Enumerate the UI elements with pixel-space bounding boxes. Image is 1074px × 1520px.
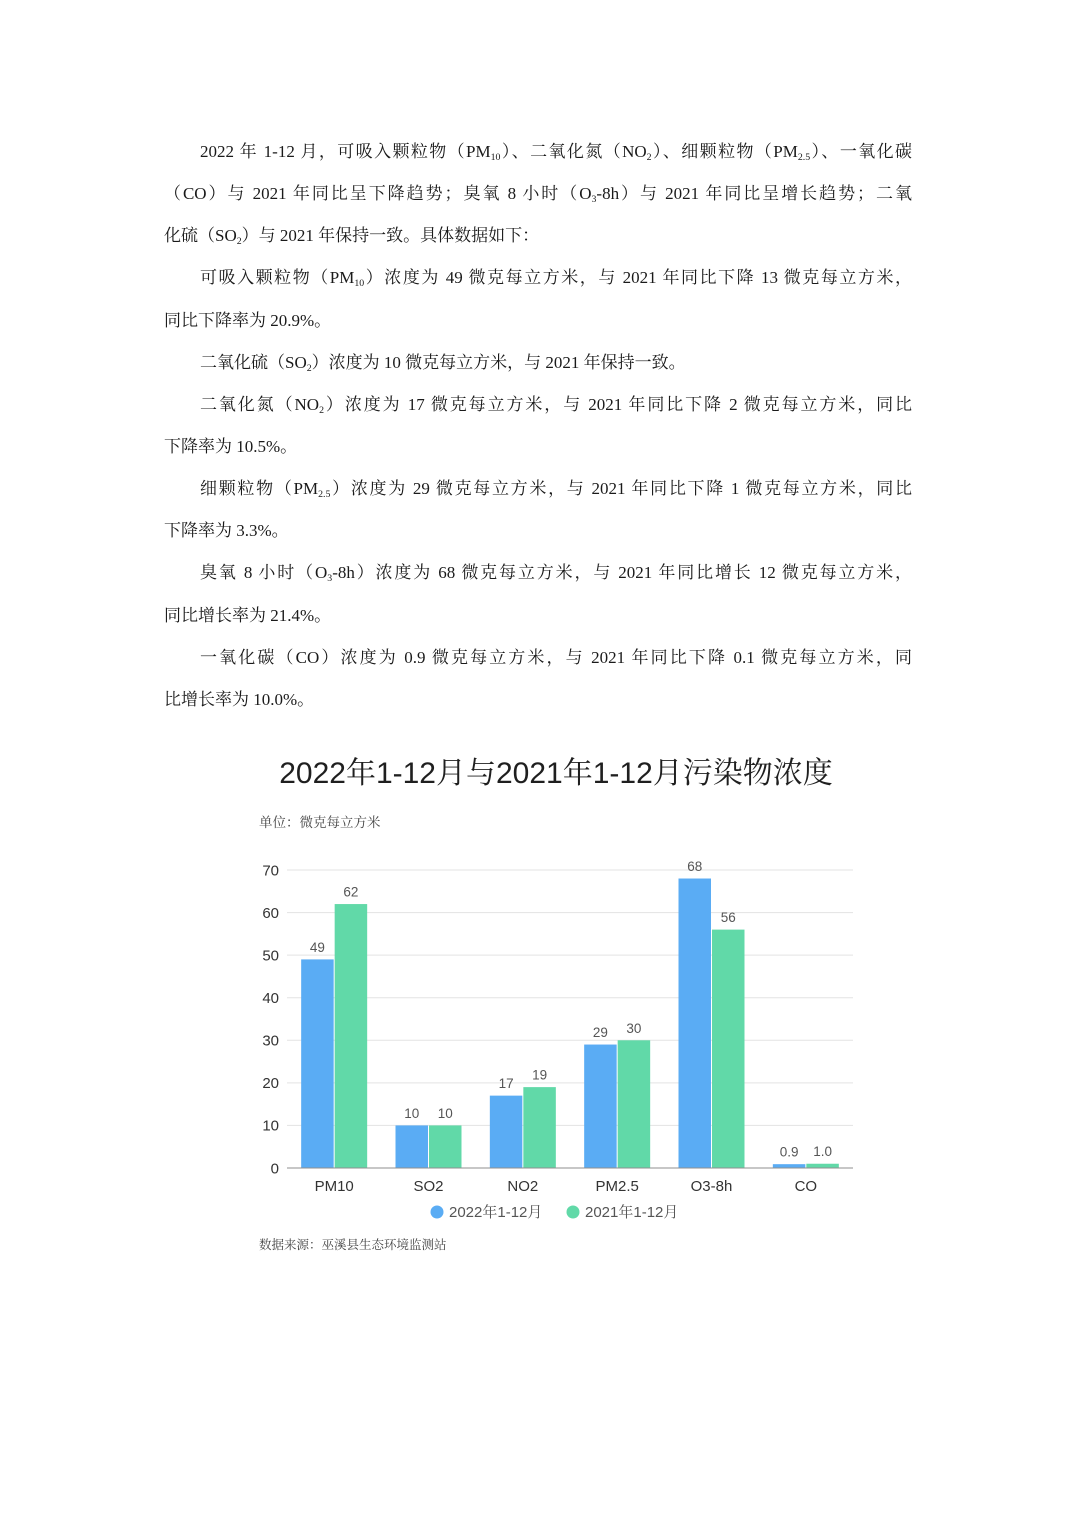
text-line — [164, 510, 912, 552]
chart-title: 2022年1-12月与2021年1-12月污染物浓度 — [279, 757, 833, 790]
y-tick-label: 70 — [262, 862, 279, 880]
data-label: 17 — [498, 1076, 514, 1092]
bar-s0-co — [773, 1164, 806, 1168]
subscript-text: 2 — [319, 404, 325, 416]
text-run: 比增长率为 10.0%。 — [164, 689, 315, 709]
y-tick-label: 20 — [262, 1075, 279, 1093]
text-run: ）与 2021 年保持一致。具体数据如下： — [241, 226, 540, 246]
text-line — [164, 637, 912, 679]
paragraph — [164, 468, 912, 552]
data-label: 49 — [309, 939, 325, 955]
paragraph — [164, 131, 912, 257]
legend-swatch — [567, 1206, 580, 1219]
x-tick-label: CO — [794, 1178, 818, 1195]
data-label: 29 — [592, 1025, 608, 1041]
chart-legend — [431, 1203, 679, 1221]
y-tick-label: 40 — [262, 990, 279, 1008]
x-tick-label: O3-8h — [690, 1178, 733, 1195]
text-line — [164, 468, 912, 510]
bar-s1-co — [806, 1164, 839, 1168]
text-run: ）、细颗粒物（PM — [651, 142, 798, 161]
chart-unit-label: 单位：微克每立方米 — [259, 815, 381, 830]
bar-s0-pm10 — [301, 959, 334, 1168]
text-line — [164, 679, 912, 721]
y-tick-label: 10 — [262, 1117, 279, 1135]
y-tick-label: 60 — [262, 904, 279, 922]
text-line — [164, 257, 912, 299]
x-tick-label: PM2.5 — [595, 1178, 639, 1195]
chart-data-labels — [310, 859, 832, 1160]
subscript-text: 2.5 — [797, 151, 811, 163]
paragraph — [164, 257, 912, 341]
data-label: 30 — [626, 1020, 642, 1036]
text-run: 下降率为 3.3%。 — [164, 521, 289, 541]
text-run: 一氧化碳（CO）浓度为 0.9 微克每立方米，与 2021 年同比下降 0.1 微克每立方米，同 — [200, 647, 912, 667]
data-label: 68 — [687, 859, 703, 875]
y-tick-label: 0 — [270, 1160, 279, 1178]
legend-swatch — [431, 1206, 444, 1219]
subscript-text: 2.5 — [318, 488, 331, 500]
text-run: 细颗粒物（PM — [200, 479, 319, 499]
text-run: 臭氧 8 小时（O — [200, 563, 328, 583]
text-run: ）浓度为 10 微克每立方米，与 2021 年保持一致。 — [311, 352, 686, 372]
paragraph — [164, 552, 912, 636]
paragraph — [164, 637, 912, 721]
text-line — [164, 342, 912, 384]
text-run: ）浓度为 29 微克每立方米，与 2021 年同比下降 1 微克每立方米，同比 — [330, 479, 913, 499]
text-line — [164, 426, 912, 468]
text-run: 二氧化硫（SO — [200, 352, 307, 372]
data-label: 56 — [720, 910, 736, 926]
text-run: -8h）浓度为 68 微克每立方米，与 2021 年同比增长 12 微克每立方米， — [332, 563, 912, 583]
data-label: 19 — [532, 1067, 548, 1083]
text-run: 可吸入颗粒物（PM — [200, 268, 355, 288]
text-run: 二氧化氮（NO — [200, 394, 320, 414]
subscript-text: 3 — [327, 573, 333, 585]
x-tick-label: PM10 — [314, 1178, 354, 1195]
text-line — [164, 552, 912, 594]
text-run: 同比增长率为 21.4%。 — [164, 605, 332, 625]
bar-s0-pm2-5 — [584, 1045, 617, 1168]
subscript-text: 2 — [306, 362, 312, 374]
bar-chart — [0, 740, 1074, 1280]
text-line — [164, 384, 912, 426]
legend-label: 2022年1-12月 — [449, 1204, 543, 1221]
chart-bars — [301, 879, 839, 1168]
text-run: 化硫（SO — [164, 226, 237, 246]
bar-s0-no2 — [490, 1096, 523, 1168]
chart-grid — [287, 870, 853, 1125]
article-body — [164, 131, 912, 721]
text-run: （CO）与 2021 年同比呈下降趋势；臭氧 8 小时（O — [164, 184, 592, 204]
paragraph — [164, 384, 912, 468]
text-run: 同比下降率为 20.9%。 — [164, 310, 332, 330]
bar-s1-pm10 — [335, 904, 368, 1168]
text-line — [164, 215, 912, 257]
text-run: ）浓度为 49 微克每立方米，与 2021 年同比下降 13 微克每立方米， — [364, 268, 912, 288]
subscript-text: 10 — [354, 278, 365, 290]
bar-s1-pm2-5 — [618, 1040, 651, 1168]
subscript-text: 2 — [236, 236, 242, 248]
text-line — [164, 595, 912, 637]
legend-label: 2021年1-12月 — [585, 1204, 679, 1221]
data-label: 62 — [343, 884, 359, 900]
x-tick-label: NO2 — [507, 1178, 539, 1195]
text-run: -8h）与 2021 年同比呈增长趋势；二氧 — [596, 184, 912, 204]
subscript-text: 3 — [591, 193, 597, 205]
bar-s1-no2 — [523, 1087, 556, 1168]
y-tick-label: 30 — [262, 1032, 279, 1050]
text-run: 下降率为 10.5%。 — [164, 436, 298, 456]
text-run: ）、一氧化碳 — [810, 142, 913, 161]
y-tick-label: 50 — [262, 947, 279, 965]
subscript-text: 2 — [646, 151, 652, 163]
chart-source: 数据来源：巫溪县生态环境监测站 — [259, 1238, 447, 1252]
text-line — [164, 131, 912, 173]
subscript-text: 10 — [490, 151, 501, 163]
data-label: 1.0 — [813, 1144, 832, 1160]
bar-s1-o3-8h — [712, 930, 745, 1168]
text-line — [164, 173, 912, 215]
text-line — [164, 300, 912, 342]
data-label: 10 — [404, 1105, 420, 1121]
bar-s0-o3-8h — [679, 879, 712, 1168]
text-run: ）、二氧化氮（NO — [500, 142, 647, 161]
paragraph — [164, 342, 912, 384]
text-run: 2022 年 1-12 月，可吸入颗粒物（PM — [200, 142, 491, 161]
text-run: ）浓度为 17 微克每立方米，与 2021 年同比下降 2 微克每立方米，同比 — [324, 394, 913, 414]
data-label: 0.9 — [779, 1144, 799, 1160]
data-label: 10 — [437, 1105, 453, 1121]
x-tick-label: SO2 — [413, 1178, 444, 1195]
bar-s1-so2 — [429, 1125, 462, 1168]
bar-s0-so2 — [396, 1125, 429, 1168]
